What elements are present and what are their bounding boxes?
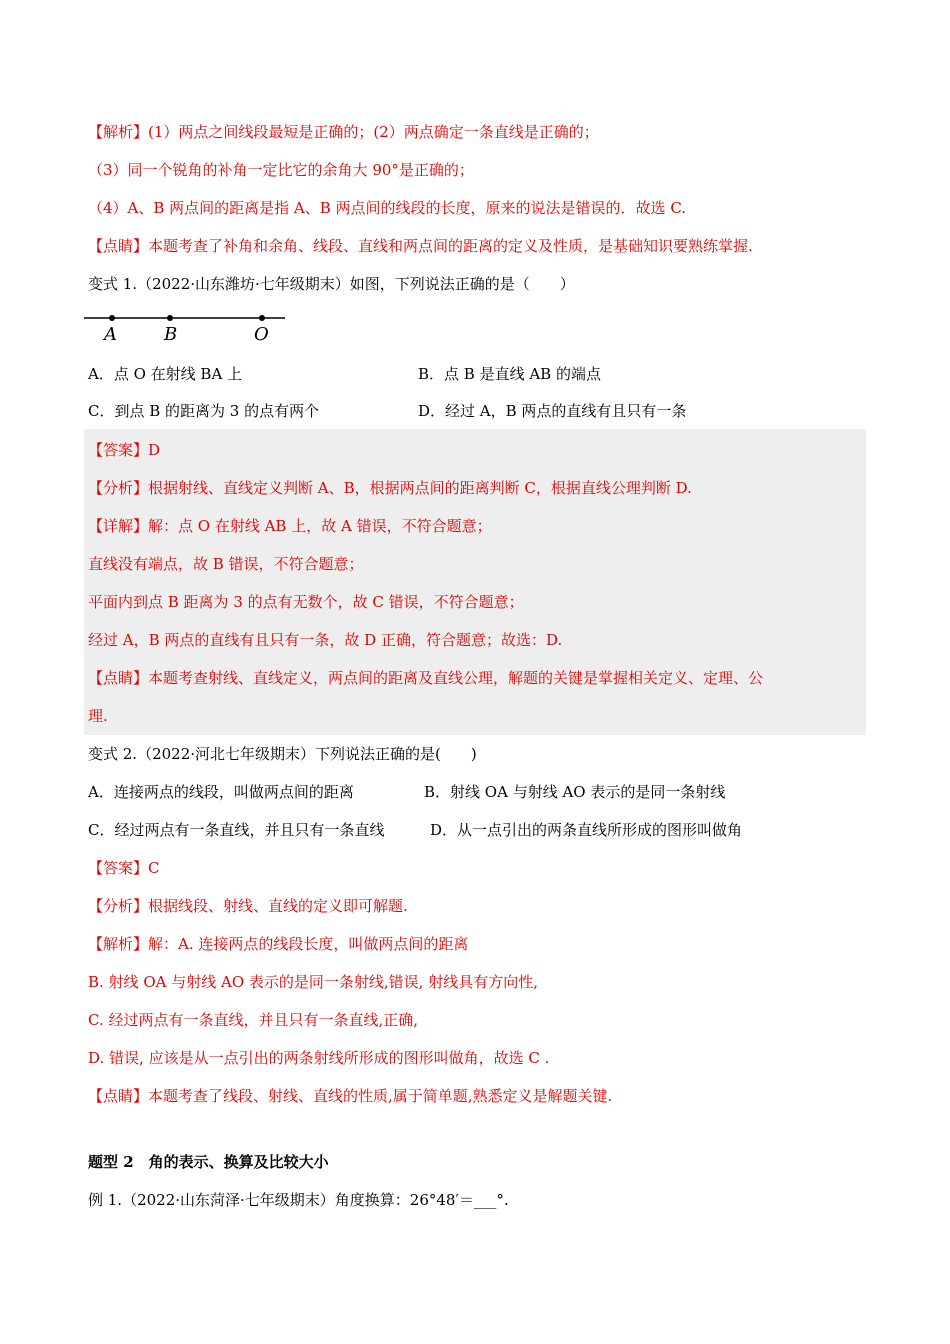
comment-line-2: 理. [88, 707, 108, 725]
detail-line-3: 平面内到点 B 距离为 3 的点有无数个，故 C 错误，不符合题意； [88, 593, 524, 611]
detail-line-4: 经过 A，B 两点的直线有且只有一条，故 D 正确，符合题意；故选：D. [88, 631, 563, 649]
section-title: 题型 2 角的表示、换算及比较大小 [88, 1153, 329, 1171]
q2-explain-2: B. 射线 OA 与射线 AO 表示的是同一条射线,错误, 射线具有方向性, [88, 973, 538, 991]
q2-explain-4: D. 错误, 应该是从一点引出的两条射线所形成的图形叫做角，故选 C . [88, 1049, 550, 1067]
q2-answer: 【答案】C [88, 859, 160, 877]
line-figure [84, 306, 294, 346]
example-1: 例 1.（2022·山东菏泽·七年级期末）角度换算：26°48′＝___°. [88, 1191, 509, 1209]
option-a: A．点 O 在射线 BA 上 [88, 365, 243, 383]
detail-line-1: 【详解】解：点 O 在射线 AB 上，故 A 错误，不符合题意； [88, 517, 492, 535]
detail-line-2: 直线没有端点，故 B 错误，不符合题意； [88, 555, 364, 573]
point-b [167, 315, 173, 321]
question-variant-2: 变式 2.（2022·河北七年级期末）下列说法正确的是( ) [88, 745, 477, 763]
label-a: A [104, 324, 117, 345]
q2-explain-3: C. 经过两点有一条直线，并且只有一条直线,正确, [88, 1011, 419, 1029]
q2-option-d: D．从一点引出的两条直线所形成的图形叫做角 [430, 821, 743, 839]
point-a [109, 315, 115, 321]
explanation-line-4: （4）A、B 两点间的距离是指 A、B 两点间的线段的长度，原来的说法是错误的．故选 C. [88, 199, 687, 217]
label-o: O [254, 324, 269, 345]
analysis-line: 【分析】根据射线、直线定义判断 A、B，根据两点间的距离判断 C，根据直线公理判断 D. [88, 479, 692, 497]
q2-option-c: C．经过两点有一条直线，并且只有一条直线 [88, 821, 385, 839]
q2-option-b: B．射线 OA 与射线 AO 表示的是同一条射线 [424, 783, 726, 801]
answer-line: 【答案】D [88, 441, 161, 459]
q2-analysis: 【分析】根据线段、射线、直线的定义即可解题. [88, 897, 408, 915]
label-b: B [164, 324, 178, 345]
explanation-line-1: 【解析】(1）两点之间线段最短是正确的；(2）两点确定一条直线是正确的； [88, 123, 599, 141]
q2-explain-1: 【解析】解：A. 连接两点的线段长度，叫做两点间的距离 [88, 935, 469, 953]
point-o [259, 315, 265, 321]
option-c: C．到点 B 的距离为 3 的点有两个 [88, 402, 320, 420]
q2-comment: 【点睛】本题考查了线段、射线、直线的性质,属于简单题,熟悉定义是解题关键. [88, 1087, 613, 1105]
q2-option-a: A．连接两点的线段，叫做两点间的距离 [88, 783, 354, 801]
explanation-line-3: （3）同一个锐角的补角一定比它的余角大 90°是正确的； [88, 161, 474, 179]
comment-line: 【点睛】本题考查了补角和余角、线段、直线和两点间的距离的定义及性质，是基础知识要熟练掌握. [88, 237, 753, 255]
comment-line-1: 【点睛】本题考查射线、直线定义，两点间的距离及直线公理，解题的关键是掌握相关定义、定理、公 [88, 669, 764, 687]
option-b: B．点 B 是直线 AB 的端点 [418, 365, 601, 383]
solution-box [84, 429, 866, 735]
option-d: D．经过 A，B 两点的直线有且只有一条 [418, 402, 687, 420]
question-variant-1: 变式 1.（2022·山东潍坊·七年级期末）如图，下列说法正确的是（ ） [88, 275, 575, 293]
